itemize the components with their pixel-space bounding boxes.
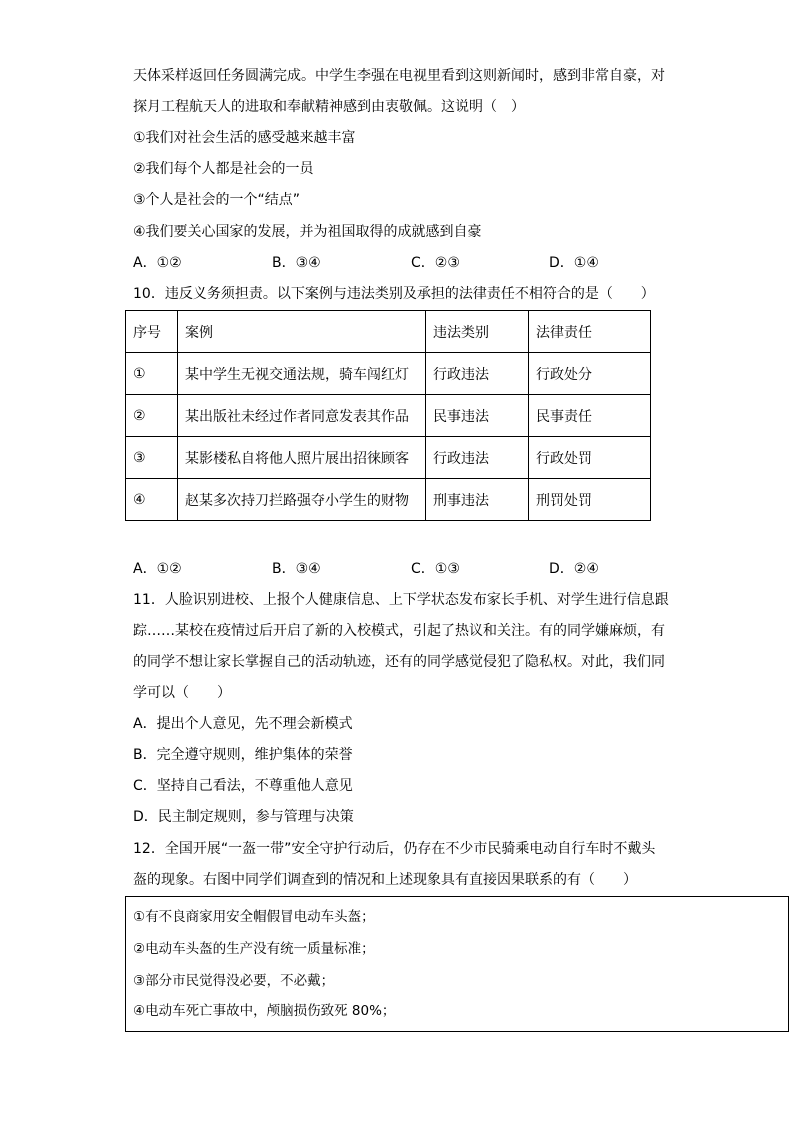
q11-stem-line-3: 的同学不想让家长掌握自己的活动轨迹，还有的同学感觉侵犯了隐私权。对此，我们同 — [133, 654, 665, 670]
q11-choice-c[interactable]: C．坚持自己看法，不尊重他人意见 — [133, 778, 353, 794]
q9-option-c[interactable]: C．②③ — [411, 255, 460, 271]
table-row — [126, 437, 651, 479]
table-row — [126, 395, 651, 437]
table-cell: 某影楼私自将他人照片展出招徕顾客 — [178, 437, 426, 479]
q10-option-d[interactable]: D．②④ — [549, 561, 599, 577]
q12-stem-line-2: 盔的现象。右图中同学们调查到的情况和上述现象具有直接因果联系的有（ ） — [133, 872, 637, 888]
q9-option-b[interactable]: B．③④ — [272, 255, 321, 271]
table-cell: ② — [126, 395, 178, 437]
q9-text-line-2: 探月工程航天人的进取和奉献精神感到由衷敬佩。这说明（ ） — [133, 99, 525, 115]
q11-choice-d[interactable]: D．民主制定规则，参与管理与决策 — [133, 809, 354, 825]
table-cell: 刑罚处罚 — [529, 479, 651, 521]
table-cell: 民事违法 — [426, 395, 529, 437]
q12-box-item-2: ②电动车头盔的生产没有统一质量标准； — [133, 941, 375, 957]
table-cell: 行政处分 — [529, 353, 651, 395]
q12-box-item-4: ④电动车死亡事故中，颅脑损伤致死 80%； — [133, 1003, 396, 1019]
table-cell: 某中学生无视交通法规，骑车闯红灯 — [178, 353, 426, 395]
q9-statement-2: ②我们每个人都是社会的一员 — [133, 161, 314, 177]
table-header-cell: 法律责任 — [529, 311, 651, 353]
table-cell: 民事责任 — [529, 395, 651, 437]
q9-statement-3: ③个人是社会的一个“结点” — [133, 192, 301, 208]
table-row — [126, 479, 651, 521]
q9-option-a[interactable]: A．①② — [133, 255, 182, 271]
table-header-cell: 序号 — [126, 311, 178, 353]
q11-choice-b[interactable]: B．完全遵守规则，维护集体的荣誉 — [133, 747, 353, 763]
q9-option-d[interactable]: D．①④ — [549, 255, 599, 271]
table-cell: ③ — [126, 437, 178, 479]
table-header-row — [126, 311, 651, 353]
q10-option-c[interactable]: C．①③ — [411, 561, 460, 577]
q12-box-item-1: ①有不良商家用安全帽假冒电动车头盔； — [133, 909, 375, 925]
table-header-cell: 案例 — [178, 311, 426, 353]
q12-survey-box — [125, 896, 789, 1032]
table-cell: 某出版社未经过作者同意发表其作品 — [178, 395, 426, 437]
table-cell: 行政处罚 — [529, 437, 651, 479]
q11-stem-line-4: 学可以（ ） — [133, 685, 231, 701]
q9-statement-1: ①我们对社会生活的感受越来越丰富 — [133, 130, 356, 146]
q11-choice-a[interactable]: A．提出个人意见，先不理会新模式 — [133, 716, 353, 732]
q10-option-a[interactable]: A．①② — [133, 561, 182, 577]
table-cell: 行政违法 — [426, 437, 529, 479]
q10-table — [125, 310, 651, 521]
q10-option-b[interactable]: B．③④ — [272, 561, 321, 577]
table-header-cell: 违法类别 — [426, 311, 529, 353]
table-cell: 赵某多次持刀拦路强夺小学生的财物 — [178, 479, 426, 521]
q10-options — [133, 559, 693, 579]
q12-box-item-3: ③部分市民觉得没必要，不必戴； — [133, 973, 335, 989]
q9-options — [133, 253, 693, 273]
q10-stem: 10．违反义务须担责。以下案例与违法类别及承担的法律责任不相符合的是（ ） — [133, 286, 655, 302]
q12-stem-line-1: 12．全国开展“一盔一带”安全守护行动后，仍存在不少市民骑乘电动自行车时不戴头 — [133, 841, 656, 857]
table-cell: ① — [126, 353, 178, 395]
q9-statement-4: ④我们要关心国家的发展，并为祖国取得的成就感到自豪 — [133, 224, 482, 240]
table-row — [126, 353, 651, 395]
q11-stem-line-1: 11．人脸识别进校、上报个人健康信息、上下学状态发布家长手机、对学生进行信息跟 — [133, 592, 669, 608]
q11-stem-line-2: 踪……某校在疫情过后开启了新的入校模式，引起了热议和关注。有的同学嫌麻烦，有 — [133, 623, 665, 639]
table-cell: 行政违法 — [426, 353, 529, 395]
q9-text-line-1: 天体采样返回任务圆满完成。中学生李强在电视里看到这则新闻时，感到非常自豪，对 — [133, 68, 665, 84]
table-cell: 刑事违法 — [426, 479, 529, 521]
table-cell: ④ — [126, 479, 178, 521]
